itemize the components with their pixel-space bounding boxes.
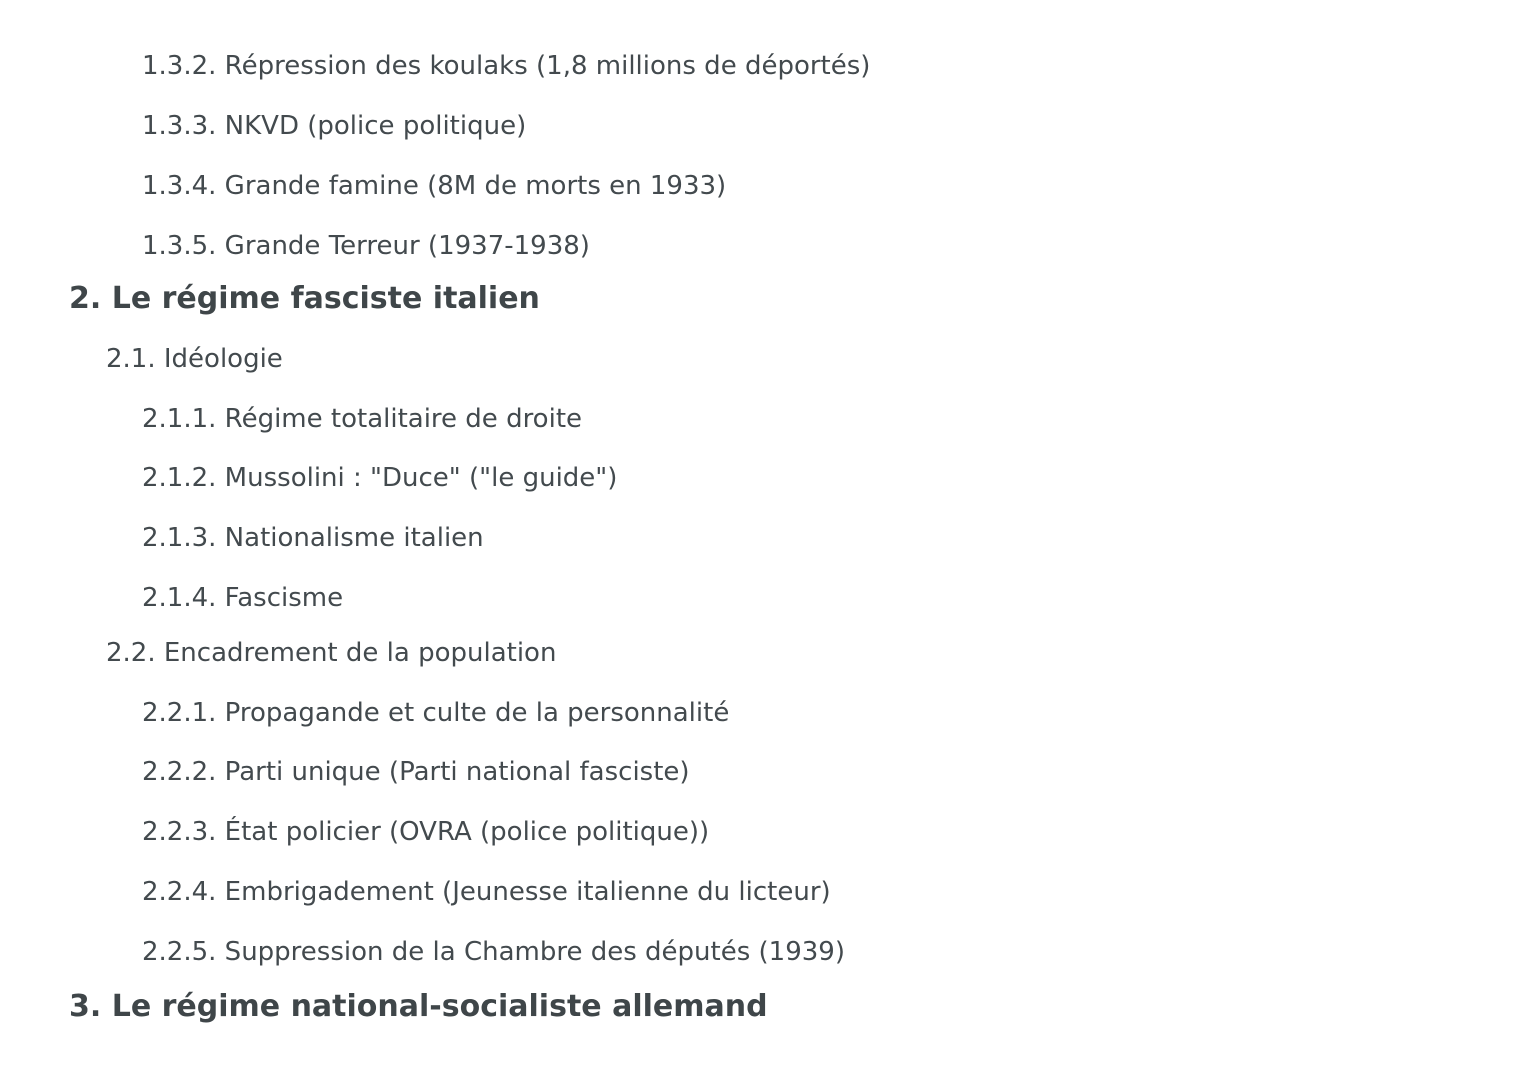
outline-item-2-2-5: 2.2.5. Suppression de la Chambre des députés (1939) (142, 937, 845, 967)
outline-item-2-1-4: 2.1.4. Fascisme (142, 583, 344, 613)
outline-item-2-2: 2.2. Encadrement de la population (106, 638, 557, 668)
section-heading-3: 3. Le régime national-socialiste allemand (69, 989, 768, 1024)
outline-item-2-1-3: 2.1.3. Nationalisme italien (142, 523, 484, 553)
outline-item-1-3-2: 1.3.2. Répression des koulaks (1,8 millions de déportés) (142, 51, 871, 81)
outline-item-2-2-1: 2.2.1. Propagande et culte de la personnalité (142, 698, 730, 728)
outline-item-2-1: 2.1. Idéologie (106, 344, 283, 374)
outline-item-1-3-5: 1.3.5. Grande Terreur (1937-1938) (142, 231, 590, 261)
section-heading-2: 2. Le régime fasciste italien (69, 281, 540, 316)
outline-item-2-1-2: 2.1.2. Mussolini : "Duce" ("le guide") (142, 463, 618, 493)
outline-item-1-3-3: 1.3.3. NKVD (police politique) (142, 111, 527, 141)
outline-item-2-1-1: 2.1.1. Régime totalitaire de droite (142, 404, 583, 434)
outline-item-1-3-4: 1.3.4. Grande famine (8M de morts en 1933) (142, 171, 727, 201)
outline-item-2-2-2: 2.2.2. Parti unique (Parti national fasciste) (142, 757, 690, 787)
outline-item-2-2-4: 2.2.4. Embrigadement (Jeunesse italienne du licteur) (142, 877, 831, 907)
outline-item-2-2-3: 2.2.3. État policier (OVRA (police politique)) (142, 817, 710, 847)
